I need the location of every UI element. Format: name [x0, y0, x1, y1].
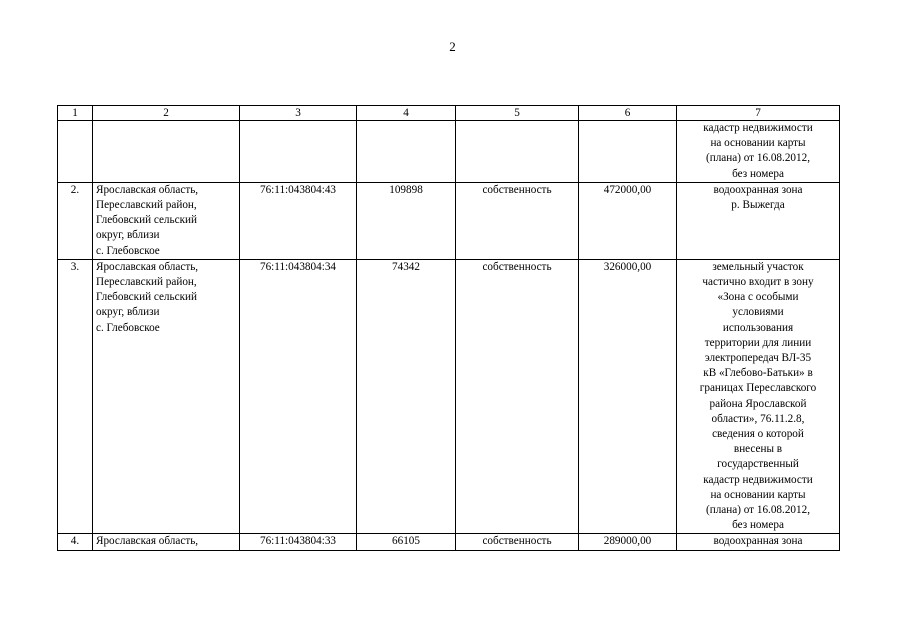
cell-text-line: водоохранная зона: [713, 535, 803, 548]
column-header: 4: [357, 106, 456, 121]
cell-text-line: без номера: [732, 167, 784, 180]
right-type-cell: собственность: [456, 534, 579, 550]
cadastral-number-cell: [240, 121, 357, 183]
cell-text-line: территории для линии: [704, 336, 812, 349]
area-cell: 109898: [357, 182, 456, 259]
row-number-cell: [58, 121, 93, 183]
restrictions-note-cell: [677, 182, 840, 259]
row-number-cell: 2.: [58, 182, 93, 259]
column-header: 7: [677, 106, 840, 121]
cell-text-line: использования: [722, 321, 794, 334]
cell-text-line: кВ «Глебово-Батьки» в: [703, 367, 813, 380]
cell-text-line: Ярославская область,: [96, 260, 199, 273]
cell-text-line: с. Глебовское: [96, 244, 160, 257]
table-row: [58, 259, 840, 534]
table-row: [58, 534, 840, 550]
cell-text-line: на основании карты: [710, 488, 806, 501]
cell-text-line: (плана) от 16.08.2012,: [705, 152, 810, 165]
cell-text-line: округ, вблизи: [96, 229, 160, 242]
address-cell: [93, 121, 240, 183]
address-cell: [93, 534, 240, 550]
cell-text-line: Переславский район,: [96, 276, 197, 289]
price-cell: [579, 121, 677, 183]
cell-text-line: без номера: [732, 519, 784, 532]
area-cell: 66105: [357, 534, 456, 550]
cadastral-number-cell: 76:11:043804:43: [240, 182, 357, 259]
right-type-cell: [456, 121, 579, 183]
land-plots-table: [57, 105, 840, 551]
price-cell: 289000,00: [579, 534, 677, 550]
column-header: 6: [579, 106, 677, 121]
restrictions-note-cell: [677, 259, 840, 534]
cell-text-line: земельный участок: [712, 260, 804, 273]
cell-text-line: частично входит в зону: [702, 276, 814, 289]
cell-text-line: (плана) от 16.08.2012,: [705, 504, 810, 517]
page-number: 2: [449, 39, 456, 54]
cell-text-line: кадастр недвижимости: [703, 122, 813, 134]
cell-text-line: Глебовский сельский: [96, 291, 197, 304]
cell-text-line: с. Глебовское: [96, 321, 160, 334]
cell-text-line: Переславский район,: [96, 199, 197, 212]
cell-text-line: Ярославская область,: [96, 183, 199, 196]
cell-text-line: кадастр недвижимости: [703, 473, 813, 486]
cell-text-line: электропередач ВЛ-35: [704, 352, 812, 365]
area-cell: [357, 121, 456, 183]
cell-text-line: Глебовский сельский: [96, 214, 197, 227]
restrictions-note-cell: [677, 534, 840, 550]
price-cell: 472000,00: [579, 182, 677, 259]
column-header: 3: [240, 106, 357, 121]
price-cell: 326000,00: [579, 259, 677, 534]
cell-text-line: района Ярославской: [709, 397, 807, 410]
cell-text-line: сведения о которой: [712, 428, 804, 441]
cadastral-number-cell: 76:11:043804:33: [240, 534, 357, 550]
column-header: 1: [58, 106, 93, 121]
cell-text-line: государственный: [717, 458, 799, 471]
cell-text-line: водоохранная зона: [713, 183, 803, 196]
cell-text-line: округ, вблизи: [96, 306, 160, 319]
column-header: 2: [93, 106, 240, 121]
row-number-cell: 3.: [58, 259, 93, 534]
cell-text-line: на основании карты: [710, 137, 806, 150]
right-type-cell: собственность: [456, 259, 579, 534]
cell-text-line: границах Переславского: [699, 382, 817, 395]
column-header: 5: [456, 106, 579, 121]
row-number-cell: 4.: [58, 534, 93, 550]
cell-text-line: «Зона с особыми: [717, 291, 799, 304]
right-type-cell: собственность: [456, 182, 579, 259]
restrictions-note-cell: [677, 121, 840, 183]
cell-text-line: р. Выжегда: [731, 199, 785, 212]
cadastral-number-cell: 76:11:043804:34: [240, 259, 357, 534]
table-row: [58, 121, 840, 183]
area-cell: 74342: [357, 259, 456, 534]
cell-text-line: области», 76.11.2.8,: [711, 412, 805, 425]
cell-text-line: условиями: [732, 306, 784, 319]
cell-text-line: Ярославская область,: [96, 535, 199, 548]
table-row: [58, 182, 840, 259]
cell-text-line: внесены в: [733, 443, 783, 456]
address-cell: [93, 182, 240, 259]
header-row: [58, 106, 840, 121]
address-cell: [93, 259, 240, 534]
